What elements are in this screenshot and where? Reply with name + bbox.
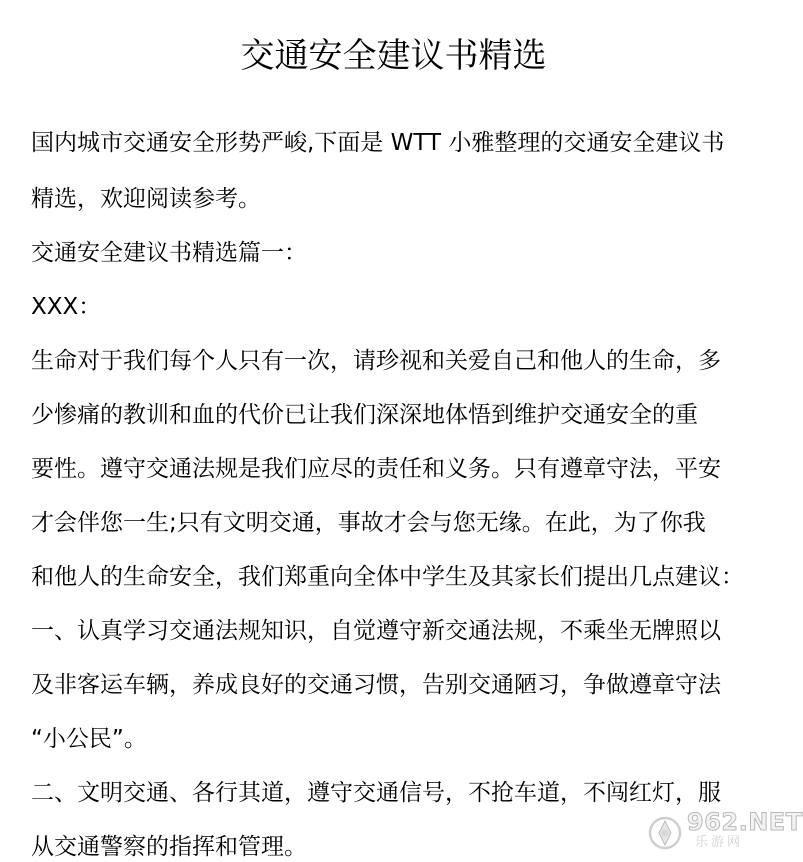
- watermark: [643, 808, 803, 855]
- paragraph-line: 生命对于我们每个人只有一次，请珍视和关爱自己和他人的生命，多: [31, 348, 721, 374]
- paragraph-line: 国内城市交通安全形势严峻,下面是 WTT 小雅整理的交通安全建议书: [31, 130, 725, 156]
- watermark-subtitle: 乐游网: [695, 835, 744, 850]
- paragraph-line: 少惨痛的教训和血的代价已让我们深深地体悟到维护交通安全的重: [31, 402, 698, 428]
- paragraph-line: 精选，欢迎阅读参考。: [31, 186, 261, 212]
- watermark-logo-icon: [647, 815, 683, 851]
- paragraph-line: 及非客运车辆，养成良好的交通习惯，告别交通陋习，争做遵章守法: [31, 672, 721, 698]
- paragraph-line: 从交通警察的指挥和管理。: [31, 834, 307, 860]
- paragraph-line: 才会伴您一生;只有文明交通，事故才会与您无缘。在此，为了你我: [31, 510, 706, 536]
- paragraph-line: 一、认真学习交通法规知识，自觉遵守新交通法规，不乘坐无牌照以: [31, 618, 721, 644]
- salutation: XXX：: [31, 294, 102, 320]
- paragraph-line: 二、文明交通、各行其道，遵守交通信号，不抢车道，不闯红灯，服: [31, 780, 721, 806]
- page-title: 交通安全建议书精选: [240, 36, 547, 76]
- paragraph-line: “小公民”。: [31, 726, 147, 752]
- paragraph-line: 要性。遵守交通法规是我们应尽的责任和义务。只有遵章守法，平安: [31, 456, 721, 482]
- section-heading: 交通安全建议书精选篇一：: [31, 240, 307, 266]
- watermark-brand: 962.NET: [687, 808, 803, 836]
- paragraph-line: 和他人的生命安全，我们郑重向全体中学生及其家长们提出几点建议：: [31, 564, 744, 590]
